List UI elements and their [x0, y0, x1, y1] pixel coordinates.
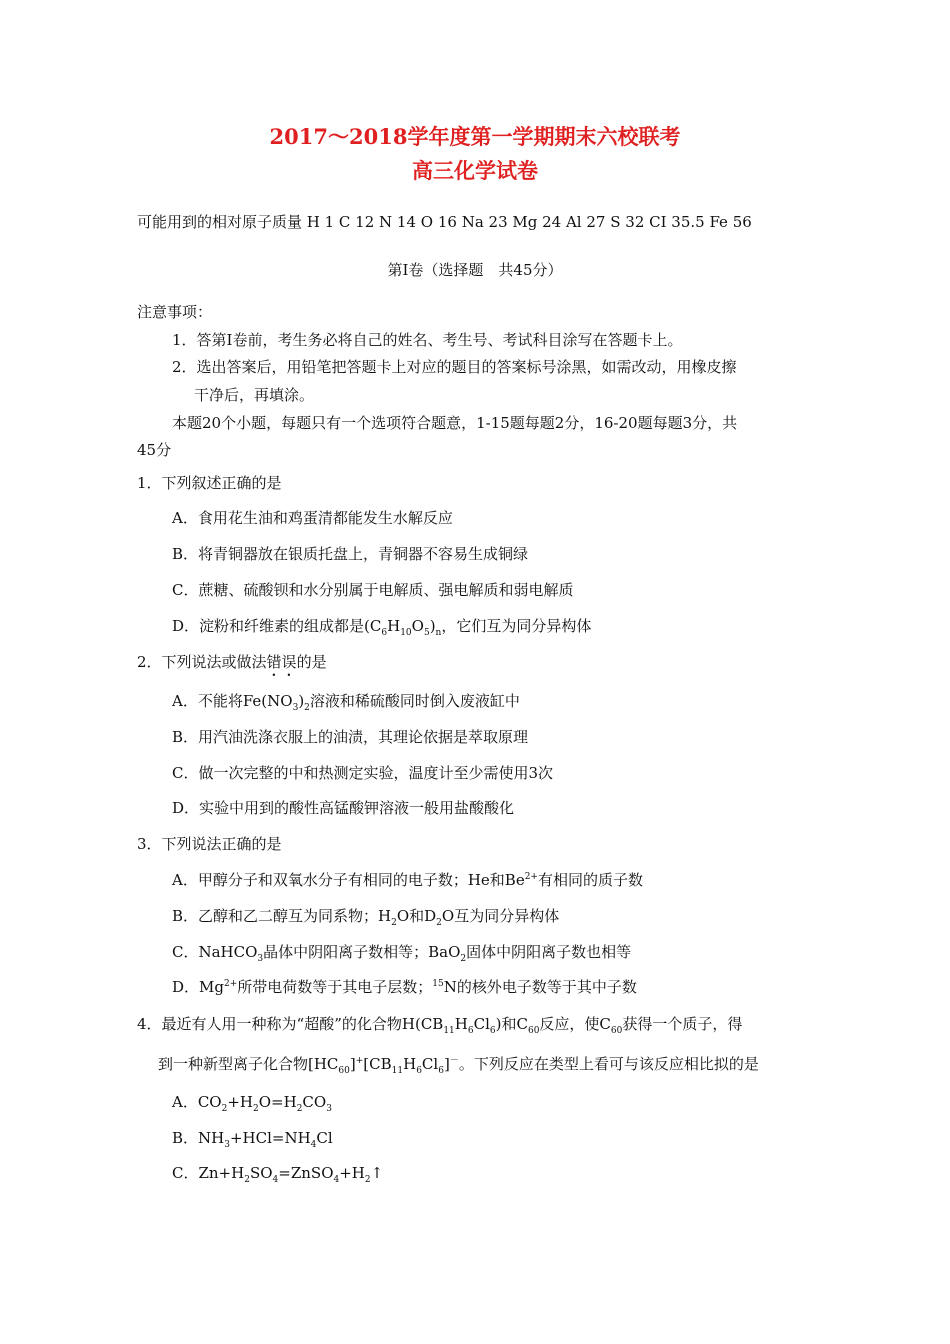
note-item-1: 1．答第Ⅰ卷前，考生务必将自己的姓名、考生号、考试科目涂写在答题卡上。: [172, 331, 683, 349]
q2-option-d: D．实验中用到的酸性高锰酸钾溶液一般用盐酸酸化: [172, 799, 515, 817]
exam-title: 2017～2018学年度第一学期期末六校联考: [269, 124, 681, 149]
q1-option-c: C．蔗糖、硫酸钡和水分别属于电解质、强电解质和弱电解质: [172, 581, 574, 599]
q3-stem: 3．下列说法正确的是: [137, 835, 282, 853]
q4-option-c: C．$Zn+H_2SO_4=ZnSO_4+H_2↑$: [172, 1164, 384, 1185]
q2-option-b: B．用汽油洗涤衣服上的油渍，其理论依据是萃取原理: [172, 728, 529, 746]
q3-option-b: B．乙醇和乙二醇互为同系物；$H_2O$和$D_2O$互为同分异构体: [172, 907, 560, 928]
q4-option-b: B．$NH_3+HCl=NH_4Cl$: [172, 1129, 333, 1150]
q4-option-a: A．$CO_2+H_2O=H_2CO_3$: [172, 1093, 332, 1114]
q2-option-c: C．做一次完整的中和热测定实验，温度计至少需使用3次: [172, 764, 554, 782]
q3-option-c: C．NaHCO$_3$晶体中阴阳离子数相等；BaO$_2$固体中阴阳离子数也相等: [172, 943, 632, 964]
emphasis-text: 错误: [266, 653, 297, 671]
notes-heading: 注意事项：: [137, 303, 213, 321]
note-item-2: 2．选出答案后，用铅笔把答题卡上对应的题目的答案标号涂黑，如需改动，用橡皮擦: [172, 358, 737, 376]
q2-stem: 2．下列说法或做法错误的是: [137, 653, 327, 671]
q3-option-a: A．甲醇分子和双氧水分子有相同的电子数；He和$Be^{2+}$有相同的质子数: [172, 871, 643, 889]
instructions-cont: 45分: [137, 441, 172, 459]
q4-stem: 4．最近有人用一种称为“超酸”的化合物$H(CB_{11}H_6Cl_6)$和$C_{60}$反应，使$C_{60}$获得一个质子，得: [137, 1015, 743, 1036]
section-title: 第Ⅰ卷（选择题 共45分）: [387, 261, 563, 279]
q1-stem: 1．下列叙述正确的是: [137, 474, 282, 492]
instructions: 本题20个小题，每题只有一个选项符合题意，1-15题每题2分，16-20题每题3分，共: [172, 414, 738, 432]
exam-subtitle: 高三化学试卷: [412, 158, 538, 183]
q3-option-d: D．$Mg^{2+}$所带电荷数等于其电子层数；$^{15}$N的核外电子数等于其中子数: [172, 978, 637, 996]
note-item-2-cont: 干净后，再填涂。: [194, 386, 315, 404]
q1-option-a: A．食用花生油和鸡蛋清都能发生水解反应: [172, 509, 453, 527]
q4-stem-cont: 到一种新型离子化合物$[HC_{60}]^+[CB_{11}H_6Cl_6]^-$。下列反应在类型上看可与该反应相比拟的是: [158, 1055, 759, 1076]
q1-option-b: B．将青铜器放在银质托盘上，青铜器不容易生成铜绿: [172, 545, 529, 563]
q1-option-d: D．淀粉和纤维素的组成都是$(C_6H_{10}O_5)_n$，它们互为同分异构体: [172, 617, 592, 638]
atomic-masses: 可能用到的相对原子质量 H 1 C 12 N 14 O 16 Na 23 Mg 24 Al 27 S 32 CI 35.5 Fe 56: [137, 213, 752, 231]
q2-option-a: A．不能将$Fe(NO_3)_2$溶液和稀硫酸同时倒入废液缸中: [172, 692, 520, 713]
